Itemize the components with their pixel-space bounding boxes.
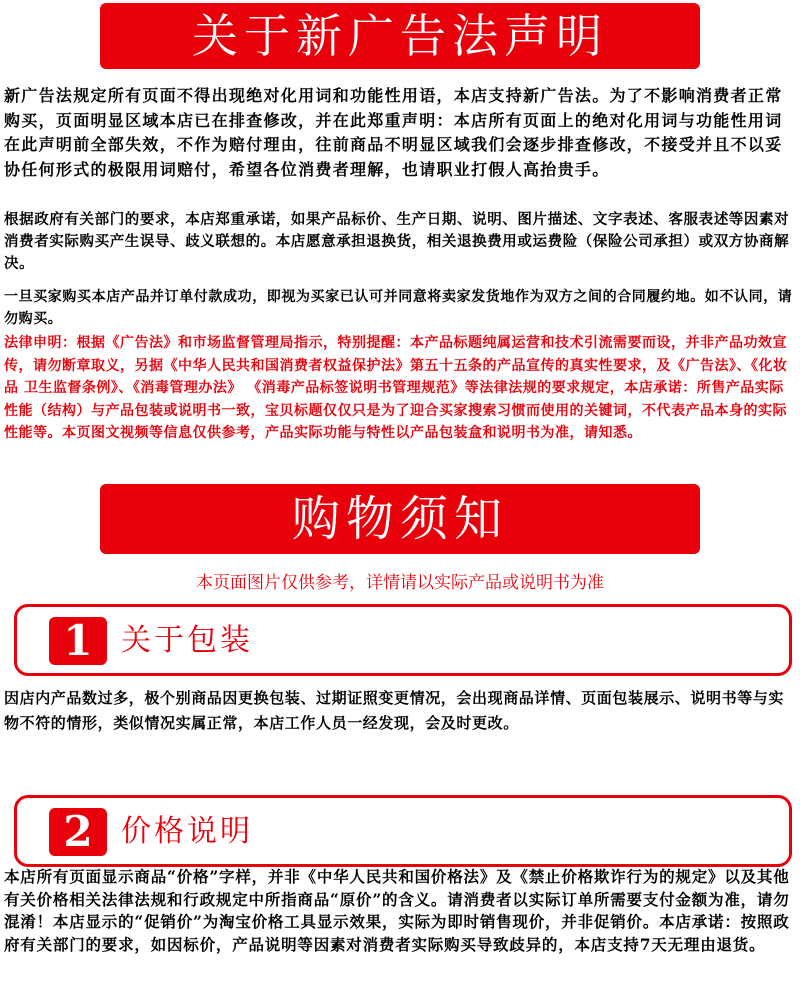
paragraph-commitment: 根据政府有关部门的要求，本店郑重承诺，如果产品标价、生产日期、说明、图片描述、文字表述、客服表述等因素对消费者实际购买产生误导、歧义联想的。本店愿意承担退换货，相关退换费用或运费险（保险公司承担）或双方协商解决。 (4, 211, 790, 272)
paragraph-contract-location: 一旦买家购买本店产品并订单付款成功，即视为买家已认可并同意将卖家发货地作为双方之间的合同履约地。如不认同，请勿购买。 (4, 289, 793, 327)
section-number-badge: 2 (49, 808, 107, 856)
banner-title: 关于新广告法声明 (192, 9, 608, 63)
paragraph-legal-notice: 法律申明：根据《广告法》和市场监督管理局指示，特别提醒：本产品标题纯属运营和技术引流需要而设，并非产品功效宣传，请勿断章取义，另据《中华人民共和国消费者权益保护法》第五十五条的产品宣传的真实性要求，及《广告法》、《化妆品 卫生监督条例》、《消毒管理办法》 《消毒产品标签说明书管理规范》等法律法规的要求规定，本店承诺：所售产品实际性能（结构）与产品包装或说明书一致，宝贝标题仅仅只是为了迎合买家搜索习惯而使用的关键词，不代表产品本身的实际性能等。本页图文视频等信息仅供参考，产品实际功能与特性以产品包装盒和说明书为准，请知悉。 (4, 335, 788, 441)
paragraph-price: 本店所有页面显示商品“价格”字样，并非《中华人民共和国价格法》及《禁止价格欺诈行为的规定》以及其他有关价格相关法律法规和行政规定中所指商品“原价”的含义。请消费者以实际订单所需要支付金额为准，请勿混淆！本店显示的“促销价”为淘宝价格工具显示效果，实际为即时销售现价，并非促销价。本店承诺：按照政府有关部门的要求，如因标价，产品说明等因素对消费者实际购买导致歧异的，本店支持7天无理由退货。 (4, 867, 790, 954)
paragraph-ad-law-statement: 新广告法规定所有页面不得出现绝对化用词和功能性用语，本店支持新广告法。为了不影响消费者正常购买，页面明显区域本店已在排查修改，并在此郑重声明：本店所有页面上的绝对化用词与功能性用词在此声明前全部失效，不作为赔付理由，往前商品不明显区域我们会逐步排查修改，不接受并且不以妥协任何形式的极限用词赔付，希望各位消费者理解，也请职业打假人高抬贵手。 (4, 86, 783, 179)
section-header-price (14, 795, 792, 867)
banner-title: 购物须知 (291, 491, 508, 547)
notice-subtitle: 本页面图片仅供参考，详情请以实际产品或说明书为准 (196, 573, 604, 593)
section-title: 价格说明 (121, 814, 253, 849)
paragraph-packaging: 因店内产品数过多，极个别商品因更换包装、过期证照变更情况，会出现商品详情、页面包装展示、说明书等与实物不符的情形，类似情况实属正常，本店工作人员一经发现，会及时更改。 (4, 689, 785, 732)
section-title: 关于包装 (121, 623, 253, 658)
shopping-notice-banner (100, 484, 700, 554)
header-banner (100, 3, 700, 69)
section-number-badge: 1 (49, 617, 107, 665)
section-header-packaging (14, 604, 792, 676)
